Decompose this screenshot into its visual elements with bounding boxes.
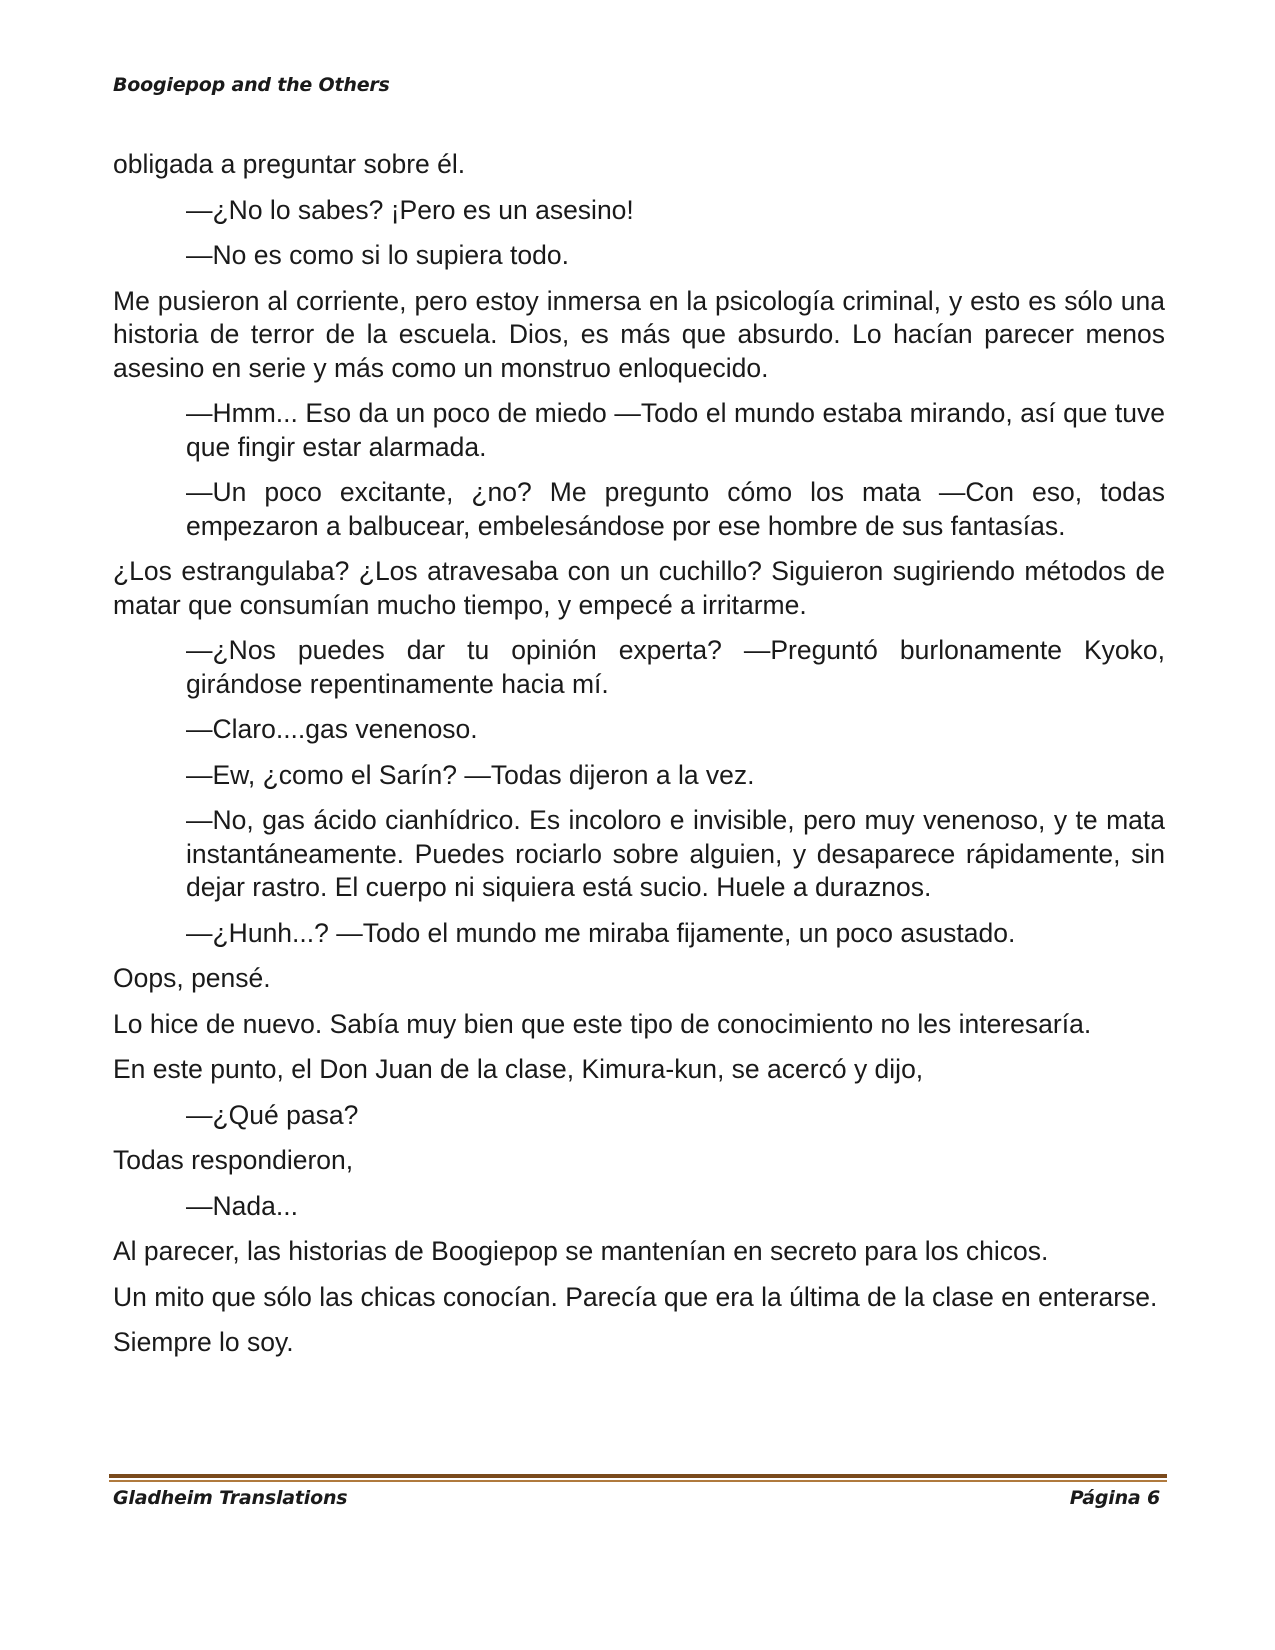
dialogue-line: —Hmm... Eso da un poco de miedo —Todo el mundo estaba mirando, así que tuve que fingir estar alarmada. [186,398,1165,462]
dialogue-line: —Nada... [186,1190,298,1221]
footer-divider-thin [109,1480,1167,1482]
paragraph: Todas respondieron, [113,1145,354,1175]
dialogue-line: —¿No lo sabes? ¡Pero es un asesino! [186,194,634,225]
body-text [113,148,1165,1372]
paragraph: Siempre lo soy. [113,1327,294,1357]
dialogue-line: —¿Nos puedes dar tu opinión experta? —Preguntó burlonamente Kyoko, girándose repentinamente hacia mí. [186,635,1165,699]
paragraph: Me pusieron al corriente, pero estoy inmersa en la psicología criminal, y esto es sólo una historia de terror de la escuela. Dios, es más que absurdo. Lo hacían parecer menos asesino en serie y más como un monstruo enloquecido. [113,285,1165,383]
footer-divider-thick [109,1474,1167,1478]
dialogue-line: —¿Hunh...? —Todo el mundo me miraba fijamente, un poco asustado. [186,917,1016,948]
dialogue-line: —No es como si lo supiera todo. [186,240,569,270]
paragraph: Oops, pensé. [113,963,271,993]
running-header: Boogiepop and the Others [113,74,390,96]
dialogue-line: —Ew, ¿como el Sarín? —Todas dijeron a la vez. [186,759,755,790]
paragraph: Un mito que sólo las chicas conocían. Parecía que era la última de la clase en enterarse. [113,1281,1158,1312]
footer-translator: Gladheim Translations [113,1487,348,1509]
paragraph: obligada a preguntar sobre él. [113,149,466,179]
paragraph: Al parecer, las historias de Boogiepop se mantenían en secreto para los chicos. [113,1236,1049,1266]
dialogue-line: —No, gas ácido cianhídrico. Es incoloro e invisible, pero muy venenoso, y te mata instantáneamente. Puedes rociarlo sobre alguien, y desaparece rápidamente, sin dejar rastro. El cuerpo ni siquiera está sucio. Huele a duraznos. [186,805,1165,902]
paragraph: ¿Los estrangulaba? ¿Los atravesaba con un cuchillo? Siguieron sugiriendo métodos de matar que consumían mucho tiempo, y empecé a irritarme. [113,556,1165,620]
paragraph: En este punto, el Don Juan de la clase, Kimura-kun, se acercó y dijo, [113,1054,924,1084]
dialogue-line: —¿Qué pasa? [186,1099,359,1130]
footer-page-number: Página 6 [1069,1487,1160,1509]
dialogue-line: —Un poco excitante, ¿no? Me pregunto cómo los mata —Con eso, todas empezaron a balbucear, embelesándose por ese hombre de sus fantasías. [186,477,1165,541]
dialogue-line: —Claro....gas venenoso. [186,714,478,744]
paragraph: Lo hice de nuevo. Sabía muy bien que este tipo de conocimiento no les interesaría. [113,1008,1092,1039]
